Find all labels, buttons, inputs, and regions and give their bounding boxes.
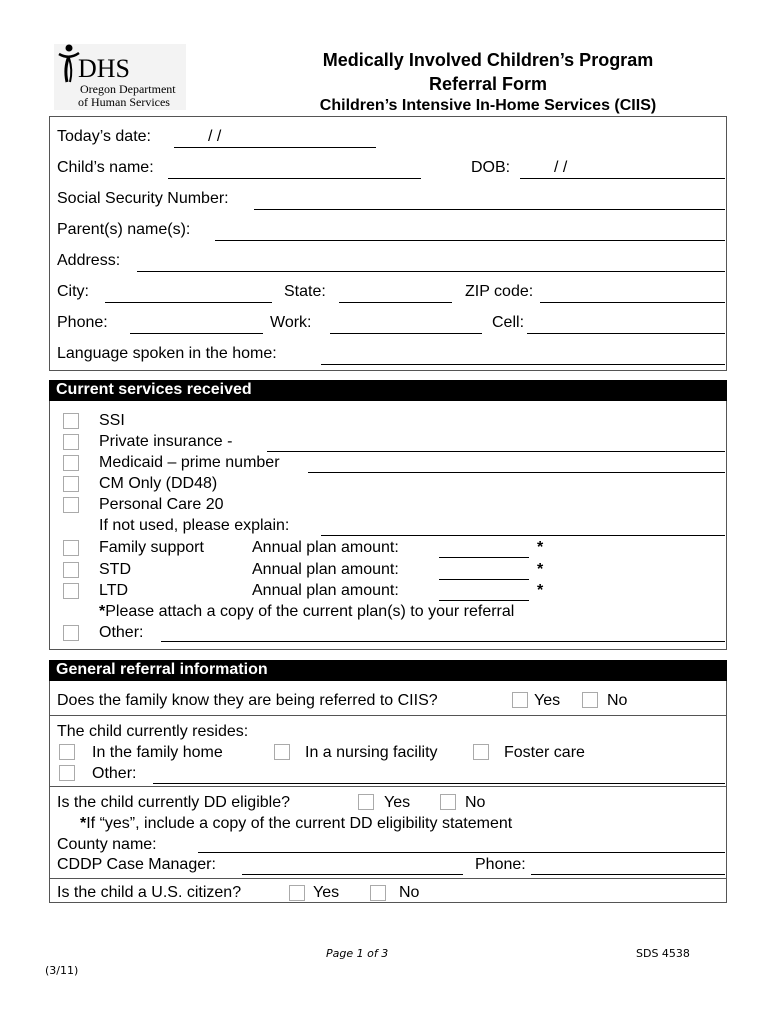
citizen-yes-checkbox[interactable] (289, 885, 305, 901)
language-label: Language spoken in the home: (57, 345, 277, 362)
county-label: County name: (57, 836, 157, 853)
cddp-phone-field[interactable] (531, 874, 725, 875)
family-support-star: * (537, 539, 544, 556)
dhs-logo (54, 44, 186, 110)
services-other-checkbox[interactable] (63, 625, 79, 641)
state-field[interactable] (339, 302, 452, 303)
phone-field[interactable] (130, 333, 263, 334)
attach-note (99, 604, 514, 620)
cddp-label: CDDP Case Manager: (57, 856, 216, 873)
dob-slashes: / / (554, 159, 568, 176)
form-number: SDS 4538 (636, 947, 690, 960)
nursing-facility-label: In a nursing facility (305, 744, 438, 761)
child-name-field[interactable] (168, 178, 421, 179)
private-insurance-label: Private insurance - (99, 433, 233, 450)
family-support-annual-label: Annual plan amount: (252, 539, 399, 556)
ssn-field[interactable] (254, 209, 725, 210)
private-insurance-field[interactable] (267, 451, 725, 452)
logo-acronym: DHS (78, 54, 131, 83)
dd-no-label: No (465, 794, 486, 811)
family-support-checkbox[interactable] (63, 540, 79, 556)
child-name-label: Child’s name: (57, 159, 154, 176)
dd-star: * (80, 815, 87, 832)
city-label: City: (57, 283, 89, 300)
services-other-label: Other: (99, 624, 144, 641)
todays-date-field[interactable] (174, 147, 376, 148)
cddp-field[interactable] (242, 874, 463, 875)
revision-date: (3/11) (45, 964, 79, 977)
citizen-yes-label: Yes (313, 884, 340, 901)
city-field[interactable] (105, 302, 272, 303)
family-know-question: Does the family know they are being referred to CIIS? (57, 692, 438, 709)
std-annual-label: Annual plan amount: (252, 561, 399, 578)
dd-eligible-question: Is the child currently DD eligible? (57, 794, 290, 811)
general-heading: General referral information (49, 660, 727, 681)
family-know-yes-checkbox[interactable] (512, 692, 528, 708)
family-home-checkbox[interactable] (59, 744, 75, 760)
dd-yes-label: Yes (384, 794, 411, 811)
services-other-field[interactable] (161, 641, 725, 642)
ssi-label: SSI (99, 412, 125, 429)
dd-note-text: If “yes”, include a copy of the current DD eligibility statement (86, 815, 513, 832)
private-insurance-checkbox[interactable] (63, 434, 79, 450)
resides-other-checkbox[interactable] (59, 765, 75, 781)
personal-care-label: Personal Care 20 (99, 496, 224, 513)
ssi-checkbox[interactable] (63, 413, 79, 429)
address-label: Address: (57, 252, 121, 269)
family-support-amount-field[interactable] (439, 557, 529, 558)
work-label: Work: (270, 314, 312, 331)
medicaid-label: Medicaid – prime number (99, 454, 280, 471)
page-number: Page 1 of 3 (326, 947, 389, 960)
foster-care-checkbox[interactable] (473, 744, 489, 760)
address-field[interactable] (137, 271, 725, 272)
form-title: Medically Involved Children’s Program (322, 50, 654, 70)
divider-1 (49, 715, 727, 716)
phone-label: Phone: (57, 314, 108, 331)
attach-note-text: Please attach a copy of the current plan(s) to your referral (105, 603, 515, 620)
work-field[interactable] (330, 333, 482, 334)
std-label: STD (99, 561, 131, 578)
dob-field[interactable] (520, 178, 725, 179)
logo-line1: Oregon Department (80, 82, 176, 96)
ltd-star: * (537, 582, 544, 599)
family-know-no-checkbox[interactable] (582, 692, 598, 708)
family-know-yes-label: Yes (534, 692, 561, 709)
ltd-annual-label: Annual plan amount: (252, 582, 399, 599)
not-used-field[interactable] (321, 535, 725, 536)
family-know-no-label: No (607, 692, 628, 709)
cell-label: Cell: (492, 314, 525, 331)
todays-date-label: Today’s date: (57, 128, 151, 145)
dd-note (80, 816, 512, 832)
dd-yes-checkbox[interactable] (358, 794, 374, 810)
std-star: * (537, 561, 544, 578)
medicaid-checkbox[interactable] (63, 455, 79, 471)
cddp-phone-label: Phone: (475, 856, 526, 873)
logo-line2: of Human Services (78, 95, 170, 109)
medicaid-field[interactable] (308, 472, 725, 473)
foster-care-label: Foster care (504, 744, 585, 761)
nursing-facility-checkbox[interactable] (274, 744, 290, 760)
dob-label: DOB: (471, 159, 511, 176)
parents-field[interactable] (215, 240, 725, 241)
cell-field[interactable] (527, 333, 725, 334)
ltd-label: LTD (99, 582, 129, 599)
citizen-no-checkbox[interactable] (370, 885, 386, 901)
citizen-no-label: No (399, 884, 420, 901)
std-amount-field[interactable] (439, 579, 529, 580)
language-field[interactable] (321, 364, 725, 365)
county-field[interactable] (198, 852, 725, 853)
personal-care-checkbox[interactable] (63, 497, 79, 513)
divider-2 (49, 786, 727, 787)
resides-question: The child currently resides: (57, 723, 249, 740)
zip-field[interactable] (540, 302, 725, 303)
ssn-label: Social Security Number: (57, 190, 229, 207)
form-title-2: Referral Form (428, 74, 548, 94)
cm-only-checkbox[interactable] (63, 476, 79, 492)
not-used-label: If not used, please explain: (99, 517, 290, 534)
ltd-amount-field[interactable] (439, 600, 529, 601)
attach-star: * (99, 603, 106, 620)
std-checkbox[interactable] (63, 562, 79, 578)
resides-other-field[interactable] (153, 783, 725, 784)
zip-label: ZIP code: (465, 283, 534, 300)
services-heading: Current services received (49, 380, 727, 401)
ltd-checkbox[interactable] (63, 583, 79, 599)
dd-no-checkbox[interactable] (440, 794, 456, 810)
form-subtitle: Children’s Intensive In-Home Services (CIIS) (319, 97, 657, 114)
divider-3 (49, 878, 727, 879)
family-home-label: In the family home (92, 744, 223, 761)
resides-other-label: Other: (92, 765, 137, 782)
family-support-label: Family support (99, 539, 204, 556)
state-label: State: (284, 283, 326, 300)
cm-only-label: CM Only (DD48) (99, 475, 218, 492)
parents-label: Parent(s) name(s): (57, 221, 191, 238)
citizen-question: Is the child a U.S. citizen? (57, 884, 242, 901)
todays-date-slashes: / / (208, 128, 222, 145)
